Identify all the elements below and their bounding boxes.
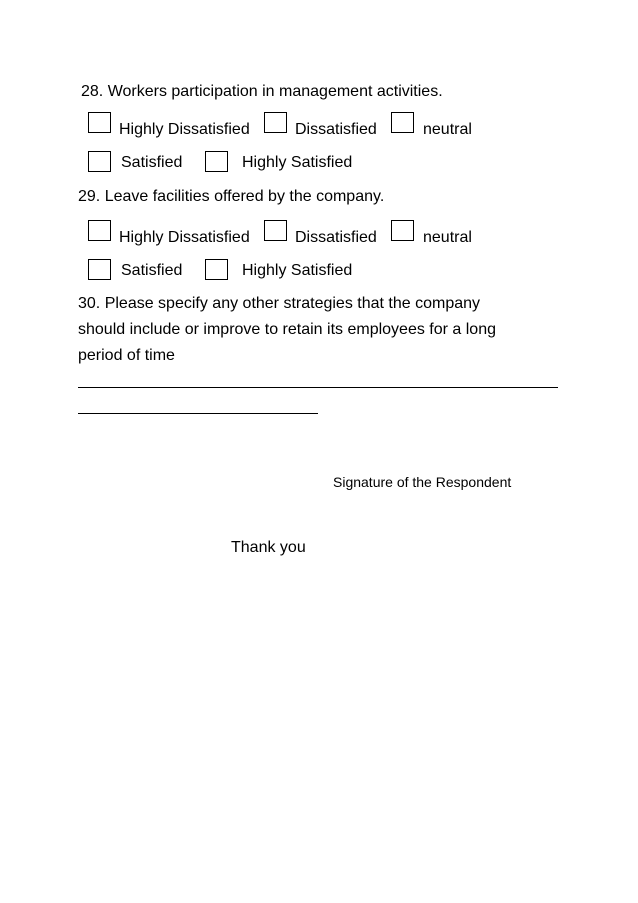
question-29: 29. Leave facilities offered by the company. — [78, 188, 385, 205]
q29-label-highly-satisfied: Highly Satisfied — [242, 262, 353, 279]
q28-label-highly-satisfied: Highly Satisfied — [242, 154, 353, 171]
question-30-line-3: period of time — [78, 347, 175, 364]
signature-label: Signature of the Respondent — [333, 474, 512, 490]
thank-you-text: Thank you — [231, 539, 306, 556]
answer-line-2[interactable] — [78, 413, 318, 414]
q28-label-highly-dissatisfied: Highly Dissatisfied — [119, 121, 250, 138]
q29-label-satisfied: Satisfied — [121, 262, 183, 279]
q28-checkbox-neutral[interactable] — [391, 112, 414, 133]
q29-checkbox-satisfied[interactable] — [88, 259, 111, 280]
q28-label-neutral: neutral — [423, 121, 472, 138]
q29-label-dissatisfied: Dissatisfied — [295, 229, 377, 246]
q28-checkbox-dissatisfied[interactable] — [264, 112, 287, 133]
question-30-line-2: should include or improve to retain its employees for a long — [78, 321, 496, 338]
q29-checkbox-dissatisfied[interactable] — [264, 220, 287, 241]
q28-checkbox-highly-satisfied[interactable] — [205, 151, 228, 172]
q28-checkbox-highly-dissatisfied[interactable] — [88, 112, 111, 133]
q28-checkbox-satisfied[interactable] — [88, 151, 111, 172]
q29-label-highly-dissatisfied: Highly Dissatisfied — [119, 229, 250, 246]
q29-checkbox-neutral[interactable] — [391, 220, 414, 241]
question-28: 28. Workers participation in management activities. — [81, 83, 443, 100]
q29-label-neutral: neutral — [423, 229, 472, 246]
answer-line-1[interactable] — [78, 387, 558, 388]
q28-label-satisfied: Satisfied — [121, 154, 183, 171]
question-30-line-1: 30. Please specify any other strategies that the company — [78, 295, 481, 312]
q28-label-dissatisfied: Dissatisfied — [295, 121, 377, 138]
q29-checkbox-highly-satisfied[interactable] — [205, 259, 228, 280]
q29-checkbox-highly-dissatisfied[interactable] — [88, 220, 111, 241]
